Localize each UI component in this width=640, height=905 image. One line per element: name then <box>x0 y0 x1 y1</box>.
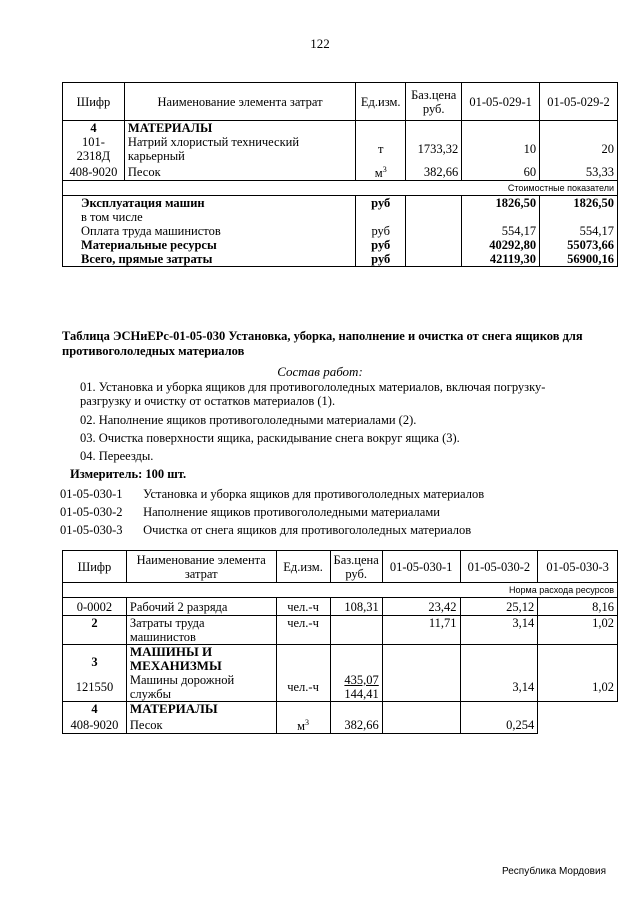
resource-value <box>382 673 460 702</box>
section-title: МАТЕРИАЛЫ <box>124 121 355 136</box>
col-header: Баз.цена руб. <box>330 551 382 583</box>
section-title: МАТЕРИАЛЫ <box>126 702 276 717</box>
resource-value: 60 <box>462 163 540 181</box>
work-item: 01. Установка и уборка ящиков для противогололедных материалов, включая погрузку-разгрузку и очистку от остатков материалов (1). <box>80 380 546 408</box>
work-item: 04. Переезды. <box>80 449 154 463</box>
norm-description: Установка и уборка ящиков для противогололедных материалов <box>143 487 485 501</box>
resource-code: 2 <box>63 616 127 645</box>
summary-value: 554,17 <box>540 224 618 238</box>
norm-code: 01-05-030-2 <box>60 505 123 519</box>
summary-unit: руб <box>356 224 406 238</box>
resource-price <box>330 673 382 702</box>
resource-name: Натрий хлористый технический карьерный <box>124 135 355 163</box>
summary-unit: руб <box>356 196 406 211</box>
resource-value: 3,14 <box>460 673 538 702</box>
table-row <box>63 673 618 702</box>
section-row <box>63 645 618 674</box>
table-row <box>63 716 618 734</box>
resource-value <box>382 716 460 734</box>
col-header: 01-05-030-3 <box>538 551 618 583</box>
summary-row <box>63 210 618 224</box>
resource-value: 8,16 <box>538 598 618 616</box>
resource-value <box>538 716 618 734</box>
norm-label: Норма расхода ресурсов <box>63 583 618 598</box>
col-header: Наименование элемента затрат <box>126 551 276 583</box>
page-number: 122 <box>310 36 330 51</box>
code-line <box>60 523 471 538</box>
norm-label-row <box>63 583 618 598</box>
col-header: Шифр <box>63 551 127 583</box>
summary-name: в том числе <box>63 210 356 224</box>
summary-value: 42119,30 <box>462 252 540 267</box>
resource-name: Машины дорожной службы <box>126 673 276 702</box>
resource-price-secondary: 144,41 <box>344 687 379 701</box>
resource-name: Затраты труда машинистов <box>126 616 276 645</box>
summary-unit: руб <box>356 252 406 267</box>
resource-code: 408-9020 <box>63 163 125 181</box>
summary-row <box>63 196 618 211</box>
resource-value: 11,71 <box>382 616 460 645</box>
resource-unit: чел.-ч <box>276 673 330 702</box>
summary-unit: руб <box>356 238 406 252</box>
resource-value: 10 <box>462 135 540 163</box>
resource-name: Песок <box>126 716 276 734</box>
summary-name: Эксплуатация машин <box>63 196 356 211</box>
resource-price: 382,66 <box>330 716 382 734</box>
col-header: Ед.изм. <box>276 551 330 583</box>
resource-value: 25,12 <box>460 598 538 616</box>
section-title: МАШИНЫ И МЕХАНИЗМЫ <box>126 645 276 674</box>
code-line <box>60 505 440 520</box>
work-item: 03. Очистка поверхности ящика, раскидывание снега вокруг ящика (3). <box>80 431 460 445</box>
resource-value: 20 <box>540 135 618 163</box>
resource-name: Песок <box>124 163 355 181</box>
resource-code: 408-9020 <box>63 716 127 734</box>
col-header: 01-05-030-1 <box>382 551 460 583</box>
norm-code: 01-05-030-1 <box>60 487 123 501</box>
col-header: 01-05-029-1 <box>462 83 540 121</box>
table-heading: Таблица ЭСНиЕРс-01-05-030 Установка, уборка, наполнение и очистка от снега ящиков для противогололедных материалов <box>62 329 583 358</box>
resource-value: 1,02 <box>538 616 618 645</box>
summary-row <box>63 224 618 238</box>
resource-unit: чел.-ч <box>276 598 330 616</box>
measure-unit: Измеритель: 100 шт. <box>70 467 187 481</box>
col-header: Шифр <box>63 83 125 121</box>
summary-name: Всего, прямые затраты <box>63 252 356 267</box>
resource-price: 382,66 <box>406 163 462 181</box>
resource-price: 108,31 <box>330 598 382 616</box>
norm-code: 01-05-030-3 <box>60 523 123 537</box>
table-header-row <box>63 83 618 121</box>
summary-value: 1826,50 <box>462 196 540 211</box>
summary-row <box>63 252 618 267</box>
table-row <box>63 616 618 645</box>
col-header: Наименование элемента затрат <box>124 83 355 121</box>
section-number: 4 <box>63 121 125 136</box>
table-row <box>63 163 618 181</box>
col-header: 01-05-030-2 <box>460 551 538 583</box>
work-item: 02. Наполнение ящиков противогололедными материалами (2). <box>80 413 417 427</box>
resource-unit: $м^3$ <box>276 716 330 734</box>
summary-value: 40292,80 <box>462 238 540 252</box>
footer-region: Республика Мордовия <box>502 866 606 877</box>
resource-code: 101-2318Д <box>63 135 125 163</box>
resource-value: 0,254 <box>460 716 538 734</box>
resource-price-main: 435,07 <box>344 673 379 687</box>
resource-code: 0-0002 <box>63 598 127 616</box>
resource-unit: чел.-ч <box>276 616 330 645</box>
table-row <box>63 598 618 616</box>
summary-value: 55073,66 <box>540 238 618 252</box>
code-line <box>60 487 484 502</box>
resource-price: 1733,32 <box>406 135 462 163</box>
section-number: 3 <box>63 645 127 674</box>
norm-description: Очистка от снега ящиков для противогололедных материалов <box>143 523 472 537</box>
summary-row <box>63 238 618 252</box>
cost-label-row <box>63 181 618 196</box>
resource-unit: т <box>356 135 406 163</box>
table-header-row <box>63 551 618 583</box>
resource-unit: $м^3$ <box>356 163 406 181</box>
col-header: 01-05-029-2 <box>540 83 618 121</box>
col-header: Ед.изм. <box>356 83 406 121</box>
summary-name: Оплата труда машинистов <box>63 224 356 238</box>
table-row <box>63 135 618 163</box>
work-composition-title: Состав работ: <box>277 364 363 379</box>
resource-code: 121550 <box>63 673 127 702</box>
section-number: 4 <box>63 702 127 717</box>
resource-table-030 <box>62 550 618 734</box>
cost-label: Стоимостные показатели <box>63 181 618 196</box>
resource-value: 53,33 <box>540 163 618 181</box>
summary-value: 554,17 <box>462 224 540 238</box>
resource-value: 3,14 <box>460 616 538 645</box>
section-row <box>63 702 618 717</box>
summary-value: 1826,50 <box>540 196 618 211</box>
resource-value: 1,02 <box>538 673 618 702</box>
summary-name: Материальные ресурсы <box>63 238 356 252</box>
summary-value: 56900,16 <box>540 252 618 267</box>
norm-description: Наполнение ящиков противогололедными материалами <box>143 505 440 519</box>
resource-value: 23,42 <box>382 598 460 616</box>
section-row <box>63 121 618 136</box>
resource-table-029 <box>62 82 618 267</box>
col-header: Баз.цена руб. <box>406 83 462 121</box>
resource-name: Рабочий 2 разряда <box>126 598 276 616</box>
